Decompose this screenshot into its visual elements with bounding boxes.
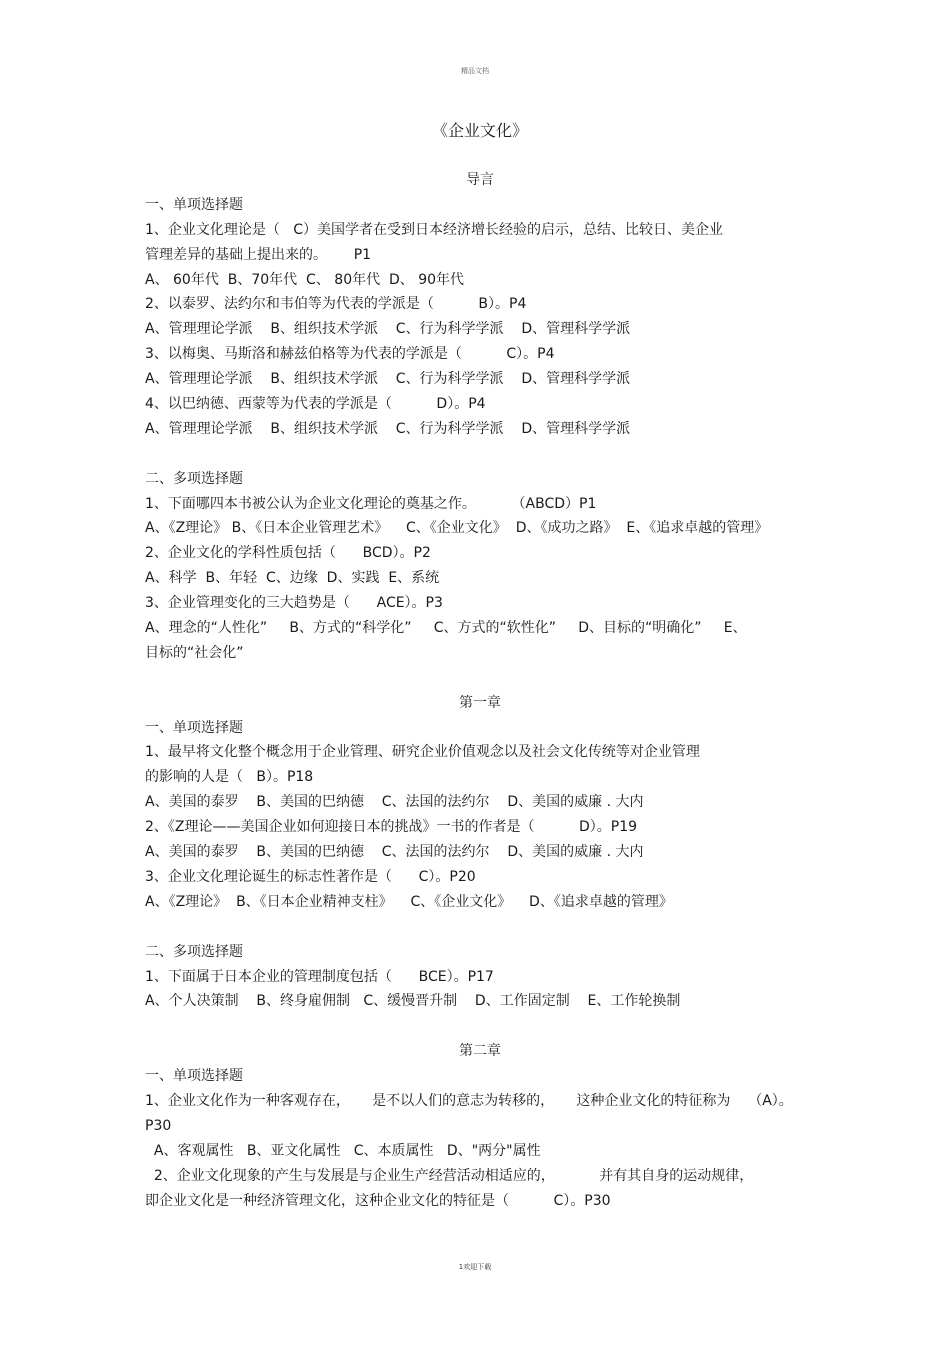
- question-line: 2、企业文化的学科性质包括（ BCD）。P2: [145, 545, 431, 562]
- section-title: 第一章: [459, 694, 501, 711]
- option-line: A、美国的泰罗 B、美国的巴纳德 C、法国的法约尔 D、美国的威廉 . 大内: [145, 844, 644, 861]
- question-line: 2、企业文化现象的产生与发展是与企业生产经营活动相适应的， 并有其自身的运动规律，: [145, 1167, 754, 1184]
- block-heading: 二、多项选择题: [145, 470, 243, 487]
- question-line: 即企业文化是一种经济管理文化，这种企业文化的特征是（ C）。P30: [145, 1192, 611, 1209]
- block-heading: 一、单项选择题: [145, 1068, 243, 1085]
- block-heading: 一、单项选择题: [145, 719, 243, 736]
- question-line: 3、企业管理变化的三大趋势是（ ACE）。P3: [145, 595, 443, 612]
- question-line: 4、以巴纳德、西蒙等为代表的学派是（ D）。P4: [145, 396, 486, 413]
- document-title: 《企业文化》: [431, 121, 528, 140]
- question-line: 1、企业文化理论是（ C）美国学者在受到日本经济增长经验的启示，总结、比较日、美企业: [145, 221, 724, 238]
- question-line: 3、企业文化理论诞生的标志性著作是（ C）。P20: [145, 868, 476, 885]
- option-line: A、 60年代 B、70年代 C、 80年代 D、 90年代: [145, 271, 465, 288]
- option-line: A、《Z理论》 B、《日本企业精神支柱》 C、《企业文化》 D、《追求卓越的管理》: [145, 893, 673, 910]
- section-title: 导言: [466, 172, 494, 188]
- block-heading: 二、多项选择题: [145, 943, 243, 960]
- option-line: A、管理理论学派 B、组织技术学派 C、行为科学学派 D、管理科学学派: [145, 420, 631, 437]
- header-text: 精品文档: [461, 67, 489, 75]
- question-line: 1、下面属于日本企业的管理制度包括（ BCE）。P17: [145, 968, 494, 985]
- question-line: 2、以泰罗、法约尔和韦伯等为代表的学派是（ B）。P4: [145, 296, 527, 313]
- section-title: 第二章: [459, 1043, 501, 1060]
- option-line: A、管理理论学派 B、组织技术学派 C、行为科学学派 D、管理科学学派: [145, 321, 631, 338]
- option-line: A、客观属性 B、亚文化属性 C、本质属性 D、"两分"属性: [145, 1142, 541, 1159]
- option-line: A、管理理论学派 B、组织技术学派 C、行为科学学派 D、管理科学学派: [145, 371, 631, 388]
- block-heading: 一、单项选择题: [145, 196, 243, 213]
- page-header: [0, 66, 950, 76]
- question-line: 2、《Z理论——美国企业如何迎接日本的挑战》一书的作者是（ D）。P19: [145, 819, 638, 836]
- option-line: A、科学 B、年轻 C、边缘 D、实践 E、系统: [145, 570, 440, 587]
- question-line: 管理差异的基础上提出来的。 P1: [145, 246, 372, 263]
- option-line: A、个人决策制 B、终身雇佣制 C、缓慢晋升制 D、工作固定制 E、工作轮换制: [145, 993, 681, 1010]
- question-line: 的影响的人是（ B）。P18: [145, 769, 314, 786]
- question-line: 1、企业文化作为一种客观存在， 是不以人们的意志为转移的， 这种企业文化的特征称为 （A）。: [145, 1092, 793, 1109]
- footer-text: 欢迎下载: [463, 1263, 492, 1271]
- option-line: 目标的“社会化”: [145, 644, 244, 661]
- option-line: A、《Z理论》 B、《日本企业管理艺术》 C、《企业文化》 D、《成功之路》 E、《追求卓越的管理》: [145, 520, 769, 537]
- page-footer: [0, 1262, 950, 1272]
- question-line: 1、最早将文化整个概念用于企业管理、研究企业价值观念以及社会文化传统等对企业管理: [145, 744, 700, 761]
- document-body: [145, 118, 825, 1213]
- question-line: 3、以梅奥、马斯洛和赫兹伯格等为代表的学派是（ C）。P4: [145, 346, 555, 363]
- question-line: 1、下面哪四本书被公认为企业文化理论的奠基之作。 （ABCD）P1: [145, 495, 597, 512]
- option-line: A、理念的“人性化” B、方式的“科学化” C、方式的“软性化” D、目标的“明确化” E、: [145, 620, 747, 637]
- page-number: 1: [458, 1263, 464, 1271]
- question-line: P30: [145, 1117, 172, 1134]
- option-line: A、美国的泰罗 B、美国的巴纳德 C、法国的法约尔 D、美国的威廉 . 大内: [145, 794, 644, 811]
